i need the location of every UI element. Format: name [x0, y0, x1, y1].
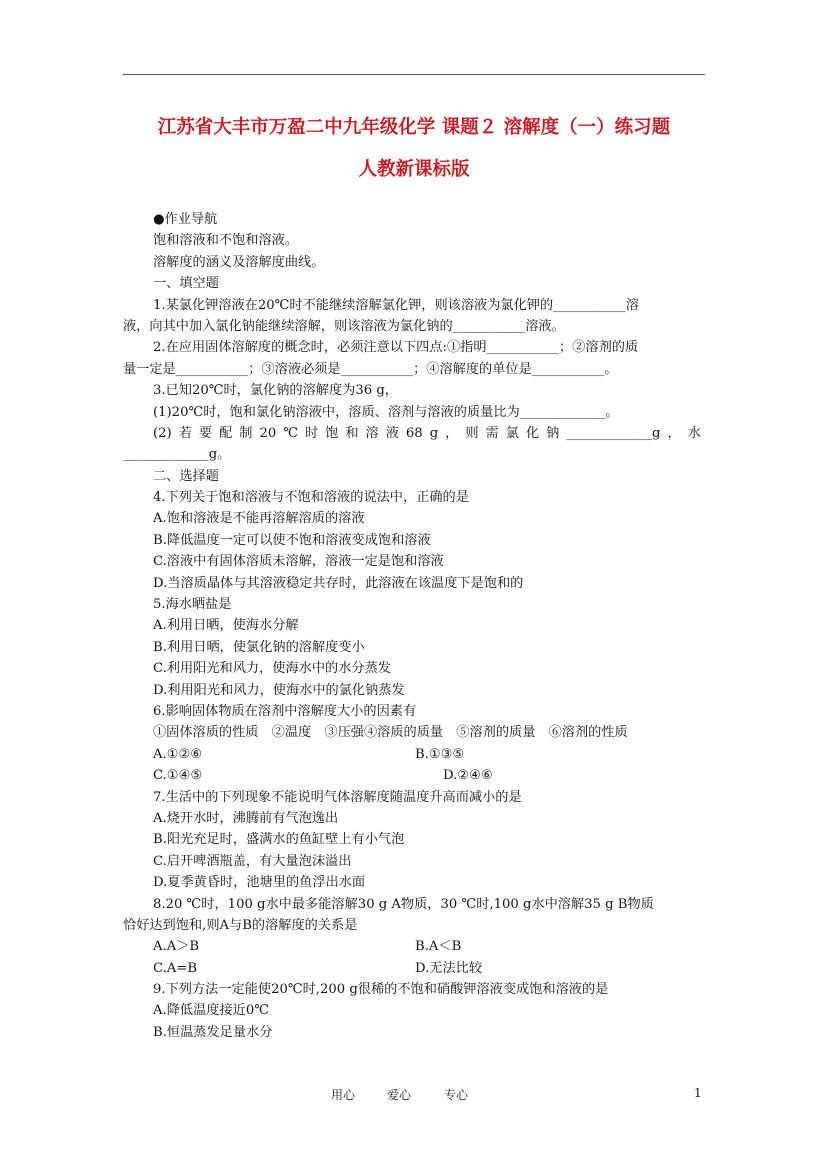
nav-item: 饱和溶液和不饱和溶液。: [153, 233, 299, 249]
option-a: A.A＞B: [153, 939, 200, 955]
option-d: D.②④⑥: [443, 768, 493, 784]
footer-text: 爱心: [387, 1088, 412, 1102]
footer-text: 用心: [331, 1088, 356, 1102]
option-d: D.当溶质晶体与其溶液稳定共存时，此溶液在该温度下是饱和的: [153, 575, 524, 591]
justified-word: 则: [465, 425, 479, 441]
option-c: C.A=B: [153, 960, 198, 976]
option-a: A.饱和溶液是不能再溶解溶质的溶液: [153, 511, 365, 527]
justified-word: 液: [385, 425, 399, 441]
question-3: 3.已知20℃时，氯化钠的溶解度为36 g，: [153, 383, 398, 399]
question-9: 9.下列方法一定能使20℃时,200 g很稀的不饱和硝酸钾溶液变成饱和溶液的是: [153, 982, 609, 998]
question-8-line1: 8.20 ℃时，100 g水中最多能溶解30 g A物质，30 ℃时,100 g水中溶解35 g B物质: [153, 896, 654, 912]
question-1-line2: 液，向其中加入氯化钠能继续溶解，则该溶液为氯化钠的___________溶液。: [123, 318, 565, 334]
question-6-factors: ①固体溶质的性质 ②温度 ③压强④溶质的质量 ⑤溶剂的质量 ⑥溶剂的性质: [153, 725, 628, 741]
options-row: [153, 958, 701, 979]
question-3-part1: (1)20℃时，饱和氯化钠溶液中，溶质、溶剂与溶液的质量比为_____________。: [153, 404, 619, 420]
justified-word: 时: [304, 425, 319, 441]
justified-word: 和: [345, 425, 359, 441]
option-b: B.降低温度一定可以使不饱和溶液变成饱和溶液: [153, 532, 431, 548]
option-d: D.无法比较: [415, 960, 483, 976]
options-row: [153, 765, 701, 786]
header-rule: [123, 74, 705, 75]
page-number: 1: [694, 1086, 702, 1100]
doc-title-line1: 江苏省大丰市万盈二中九年级化学 课题２ 溶解度（一）练习题: [157, 117, 671, 138]
option-c: C.启开啤酒瓶盖，有大量泡沫溢出: [153, 853, 352, 869]
justified-word: 要: [198, 425, 213, 441]
justified-word: 饱: [325, 425, 339, 441]
question-2-line2: 量一定是___________；③溶液必须是___________；④溶解度的单位是___________。: [123, 361, 618, 377]
justified-word: 氯: [505, 425, 519, 441]
justified-word: 制: [239, 425, 253, 441]
section-heading: 二、选择题: [153, 468, 219, 484]
option-c: C.溶液中有固体溶质未溶解，溶液一定是饱和溶液: [153, 554, 444, 570]
option-b: B.利用日晒，使氯化钠的溶解度变小: [153, 639, 365, 655]
option-a: A.烧开水时，沸腾前有气泡逸出: [153, 810, 339, 826]
option-b: B.A＜B: [415, 939, 462, 955]
option-a: A.①②⑥: [153, 746, 203, 762]
question-7: 7.生活中的下列现象不能说明气体溶解度随温度升高而减小的是: [153, 789, 522, 805]
option-b: B.①③⑤: [415, 746, 465, 762]
option-a: A.降低温度接近0℃: [153, 1003, 269, 1019]
document-body: [123, 209, 701, 1043]
justified-word: 需: [485, 425, 499, 441]
question-1-line1: 1.某氯化钾溶液在20℃时不能继续溶解氯化钾，则该溶液为氯化钾的___________溶: [153, 297, 639, 313]
justified-word: 溶: [365, 425, 379, 441]
option-c: C.利用阳光和风力，使海水中的水分蒸发: [153, 661, 391, 677]
justified-word: (2): [153, 425, 172, 441]
justified-word: 68: [405, 425, 423, 441]
justified-word: 钠: [546, 425, 560, 441]
section-heading: 一、填空题: [153, 276, 219, 292]
option-d: D.夏季黄昏时，池塘里的鱼浮出水面: [153, 875, 366, 891]
doc-title-line2: 人教新课标版: [358, 159, 470, 180]
justified-word: 配: [219, 425, 233, 441]
option-a: A.利用日晒，使海水分解: [153, 618, 299, 634]
question-8-line2: 恰好达到饱和,则A与B的溶解度的关系是: [123, 917, 358, 933]
question-3-part2-line1: [153, 423, 701, 444]
justified-word: ，: [445, 425, 459, 441]
justified-word: 20: [259, 425, 277, 441]
justified-word: g: [429, 425, 439, 441]
option-d: D.利用阳光和风力，使海水中的氯化钠蒸发: [153, 682, 405, 698]
question-6: 6.影响固体物质在溶剂中溶解度大小的因素有: [153, 703, 417, 719]
options-row: [153, 744, 701, 765]
justified-word: 若: [178, 425, 192, 441]
option-c: C.①④⑤: [153, 768, 203, 784]
option-b: B.恒温蒸发足量水分: [153, 1024, 273, 1040]
question-3-part2-line2: _____________g。: [123, 447, 231, 463]
question-4: 4.下列关于饱和溶液与不饱和溶液的说法中，正确的是: [153, 490, 469, 506]
justified-word: 水: [687, 425, 701, 441]
justified-word: ℃: [283, 425, 298, 441]
nav-item: 溶解度的涵义及溶解度曲线。: [153, 254, 325, 270]
justified-word: 化: [525, 425, 540, 441]
justified-word: _____________g: [566, 425, 661, 441]
justified-word: ，: [667, 425, 681, 441]
question-5: 5.海水晒盐是: [153, 597, 232, 613]
option-b: B.阳光充足时，盛满水的鱼缸壁上有小气泡: [153, 832, 405, 848]
nav-heading: ●作业导航: [153, 212, 218, 227]
question-2-line1: 2.在应用固体溶解度的概念时，必须注意以下四点:①指明___________；②溶剂的质: [153, 340, 639, 356]
options-row: [153, 936, 701, 957]
footer-text: 专心: [444, 1088, 469, 1102]
